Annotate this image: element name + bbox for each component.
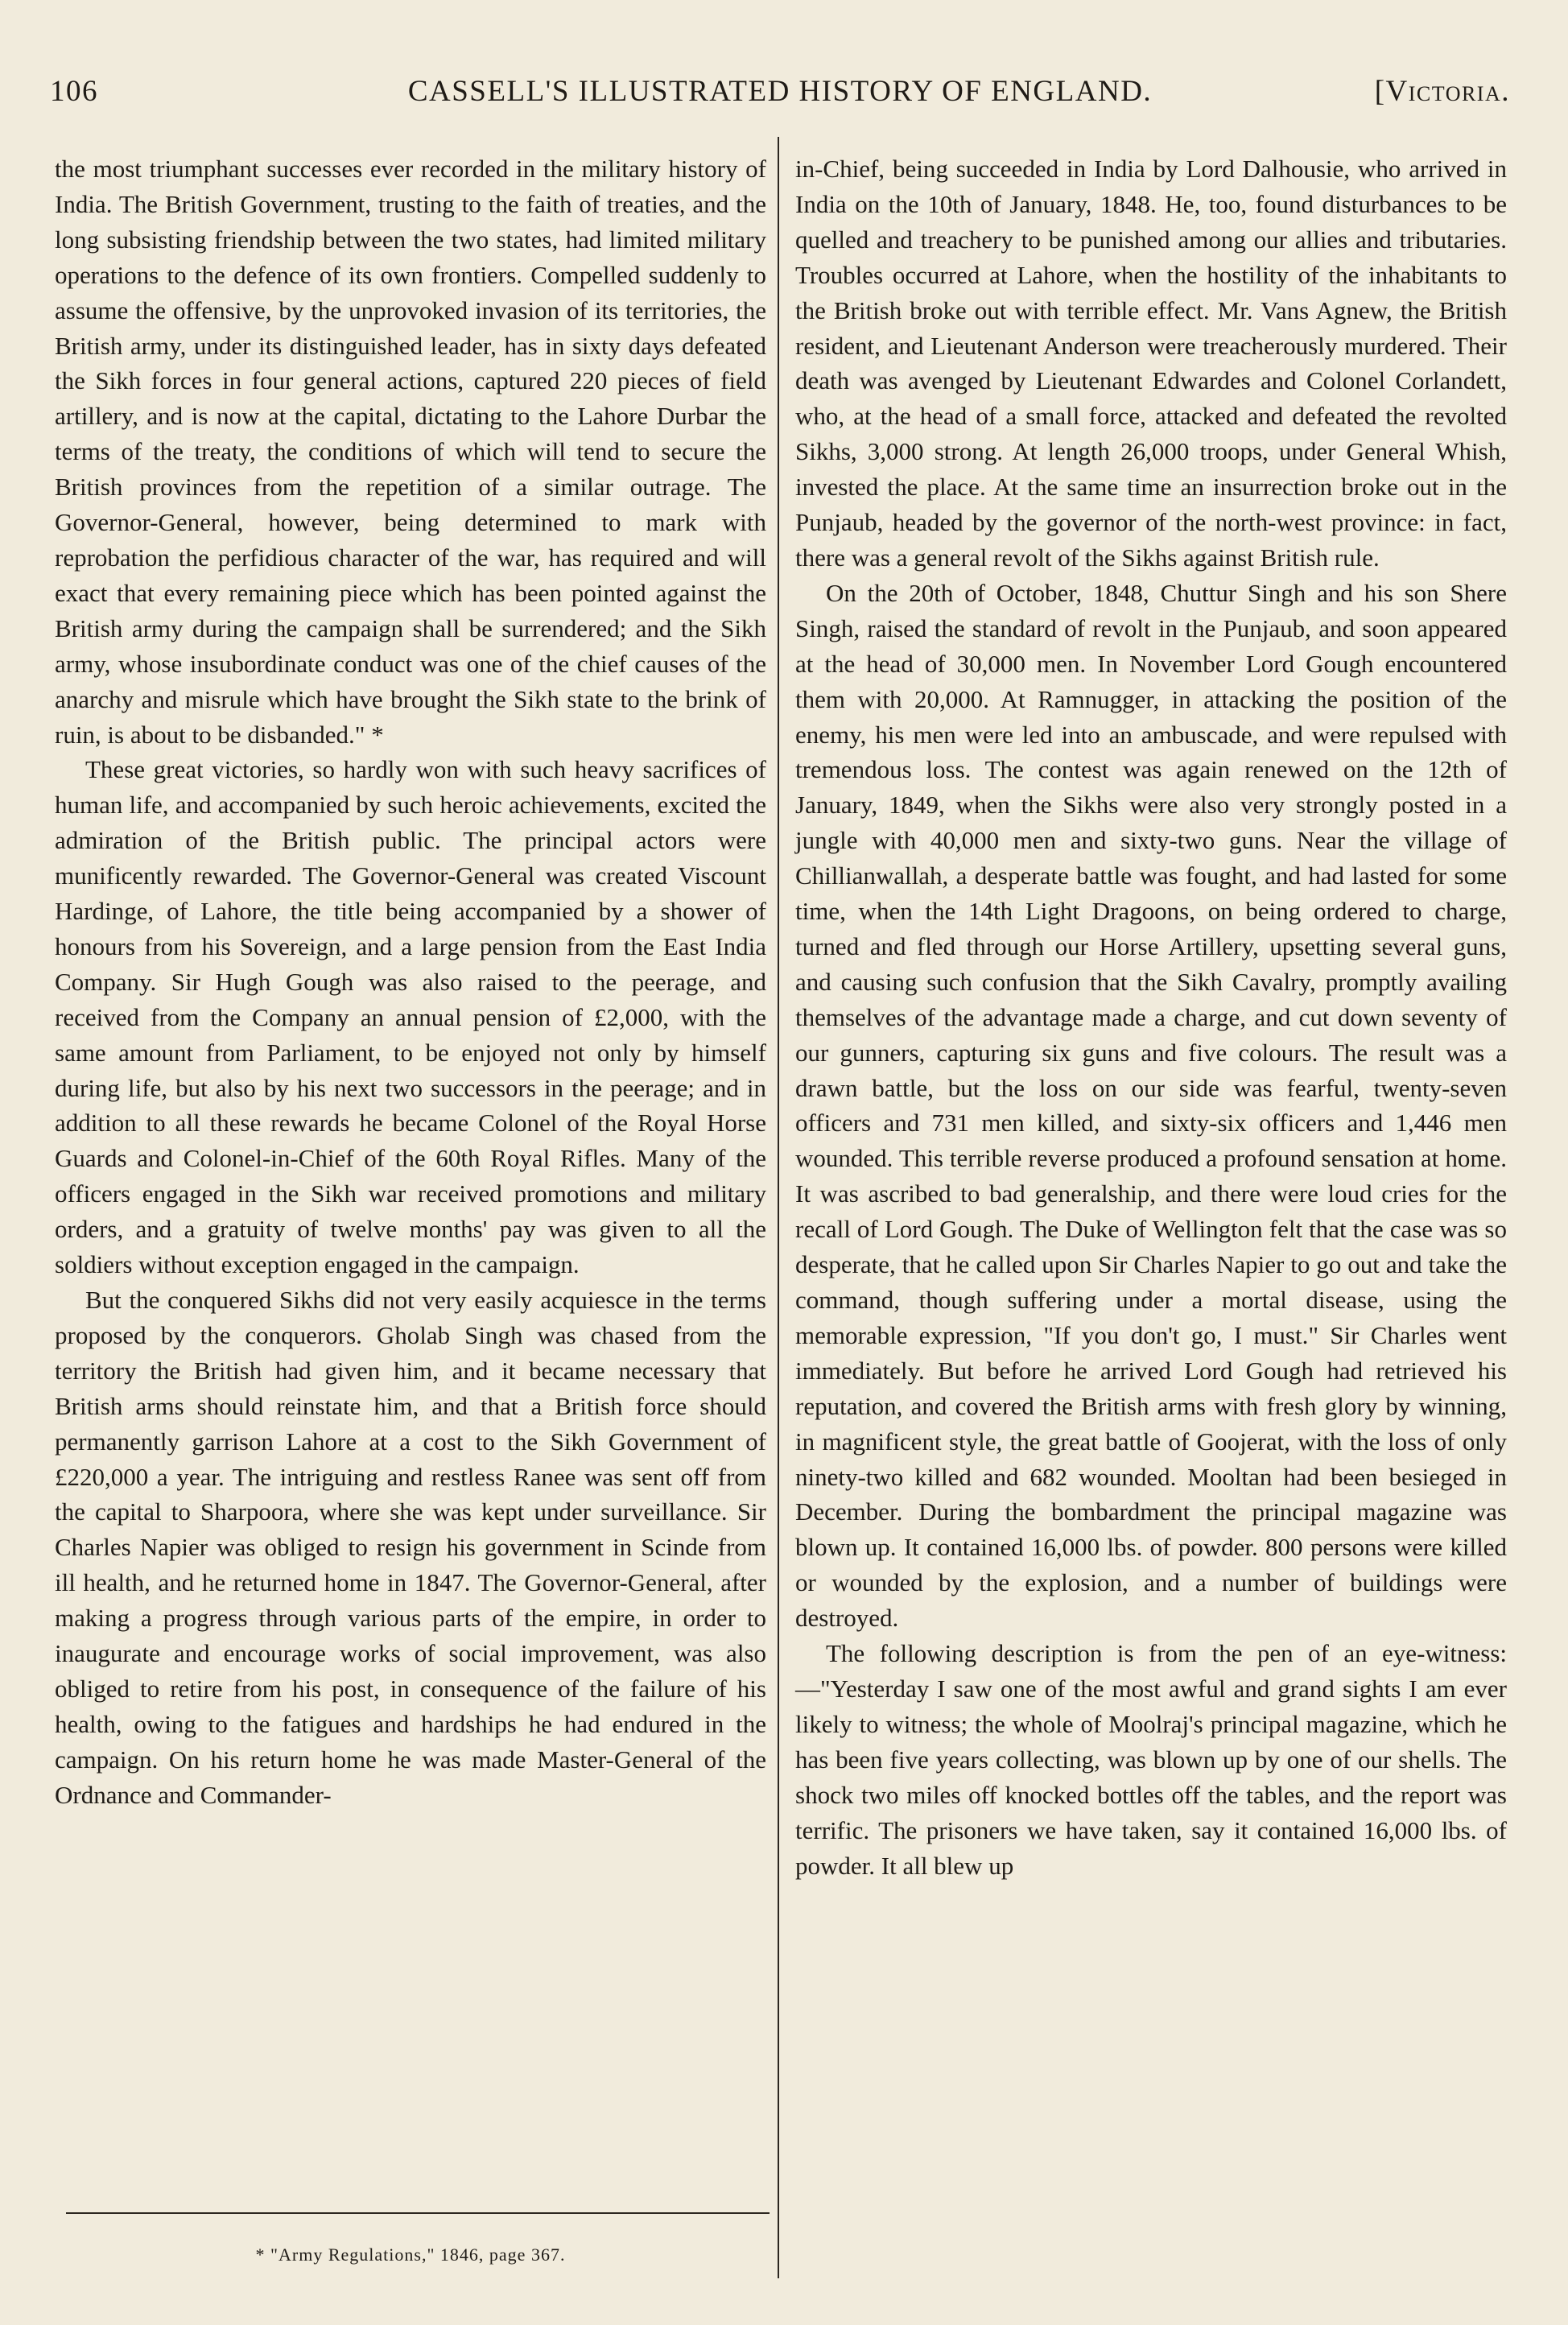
- column-divider: [778, 137, 779, 2278]
- section-label: [Victoria.: [1374, 75, 1510, 108]
- paragraph: The following description is from the pen of an eye-witness:—"Yesterday I saw one of the most awful and grand sights I am ever likely to witness; the whole of Moolraj's principal magazine, which he has been five years collecting, was blown up by one of our shells. The shock two miles off knocked bottles off the tables, and the report was terrific. The prisoners we have taken, say it contained 16,000 lbs. of powder. It all blew up: [795, 1639, 1507, 1880]
- paragraph: the most triumphant successes ever recorded in the military history of India. The British Government, trusting to the faith of treaties, and the long subsisting friendship between the two states, had limited military operations to the defence of its own frontiers. Compelled suddenly to assume the offensive, by the unprovoked invasion of its territories, the British army, under its distinguished leader, has in sixty days defeated the Sikh forces in four general actions, captured 220 pieces of field artillery, and is now at the capital, dictating to the Lahore Durbar the terms of the treaty, the conditions of which will tend to secure the British provinces from the repetition of a similar outrage. The Governor-General, however, being determined to mark with reprobation the perfidious character of the war, has required and will exact that every remaining piece which has been pointed against the British army during the campaign shall be surrendered; and the Sikh army, whose insubordinate conduct was one of the chief causes of the anarchy and misrule which have brought the Sikh state to the brink of ruin, is about to be disbanded." *: [55, 155, 766, 749]
- right-column: [795, 151, 1507, 1883]
- paragraph: These great victories, so hardly won with such heavy sacrifices of human life, and accompanied by such heroic achievements, excited the admiration of the British public. The principal actors were munificently rewarded. The Governor-General was created Viscount Hardinge, of Lahore, the title being accompanied by a shower of honours from his Sovereign, and a large pension from the East India Company. Sir Hugh Gough was also raised to the peerage, and received from the Company an annual pension of £2,000, with the same amount from Parliament, to be enjoyed not only by himself during life, but also by his next two successors in the peerage; and in addition to all these rewards he became Colonel of the Royal Horse Guards and Colonel-in-Chief of the 60th Royal Rifles. Many of the officers engaged in the Sikh war received promotions and military orders, and a gratuity of twelve months' pay was given to all the soldiers without exception engaged in the campaign.: [55, 755, 766, 1279]
- paragraph: But the conquered Sikhs did not very easily acquiesce in the terms proposed by the conquerors. Gholab Singh was chased from the territory the British had given him, and it became necessary that British arms should reinstate him, and that a British force should permanently garrison Lahore at a cost to the Sikh Government of £220,000 a year. The intriguing and restless Ranee was sent off from the capital to Sharpoora, where she was kept under surveillance. Sir Charles Napier was obliged to resign his government in Scinde from ill health, and he returned home in 1847. The Governor-General, after making a progress through various parts of the empire, in order to inaugurate and encourage works of social improvement, was also obliged to retire from his post, in consequence of the failure of his health, owing to the fatigues and hardships he had endured in the campaign. On his return home he was made Master-General of the Ordnance and Commander-: [55, 1286, 766, 1809]
- page-number: 106: [50, 75, 98, 108]
- left-column: [55, 151, 766, 1813]
- running-title: CASSELL'S ILLUSTRATED HISTORY OF ENGLAND.: [407, 75, 1153, 108]
- paragraph: in-Chief, being succeeded in India by Lord Dalhousie, who arrived in India on the 10th of January, 1848. He, too, found disturbances to be quelled and treachery to be punished among our allies and tributaries. Troubles occurred at Lahore, when the hostility of the inhabitants to the British broke out with terrible effect. Mr. Vans Agnew, the British resident, and Lieutenant Anderson were treacherously murdered. Their death was avenged by Lieutenant Edwardes and Colonel Corlandett, who, at the head of a small force, attacked and defeated the revolted Sikhs, 3,000 strong. At length 26,000 troops, under General Whish, invested the place. At the same time an insurrection broke out in the Punjaub, headed by the governor of the north-west province: in fact, there was a general revolt of the Sikhs against British rule.: [795, 155, 1507, 572]
- footnote-rule: [66, 2212, 770, 2214]
- footnote: * "Army Regulations," 1846, page 367.: [255, 2244, 566, 2265]
- page-header: [50, 74, 1510, 122]
- paragraph: On the 20th of October, 1848, Chuttur Singh and his son Shere Singh, raised the standard of revolt in the Punjaub, and soon appeared at the head of 30,000 men. In November Lord Gough encountered them with 20,000. At Ramnugger, in attacking the position of the enemy, his men were led into an ambuscade, and were repulsed with tremendous loss. The contest was again renewed on the 12th of January, 1849, when the Sikhs were also very strongly posted in a jungle with 40,000 men and sixty-two guns. Near the village of Chillianwallah, a desperate battle was fought, and had lasted for some time, when the 14th Light Dragoons, on being ordered to charge, turned and fled through our Horse Artillery, upsetting several guns, and causing such confusion that the Sikh Cavalry, promptly availing themselves of the advantage made a charge, and cut down seventy of our gunners, capturing six guns and five colours. The result was a drawn battle, but the loss on our side was fearful, twenty-seven officers and 731 men killed, and sixty-six officers and 1,446 men wounded. This terrible reverse produced a profound sensation at home. It was ascribed to bad generalship, and there were loud cries for the recall of Lord Gough. The Duke of Wellington felt that the case was so desperate, that he called upon Sir Charles Napier to go out and take the command, though suffering under a mortal disease, using the memorable expression, "If you don't go, I must." Sir Charles went immediately. But before he arrived Lord Gough had retrieved his reputation, and covered the British arms with fresh glory by winning, in magnificent style, the great battle of Goojerat, with the loss of only ninety-two killed and 682 wounded. Mooltan had been besieged in December. During the bombardment the principal magazine was blown up. It contained 16,000 lbs. of powder. 800 persons were killed or wounded by the explosion, and a number of buildings were destroyed.: [795, 578, 1507, 1633]
